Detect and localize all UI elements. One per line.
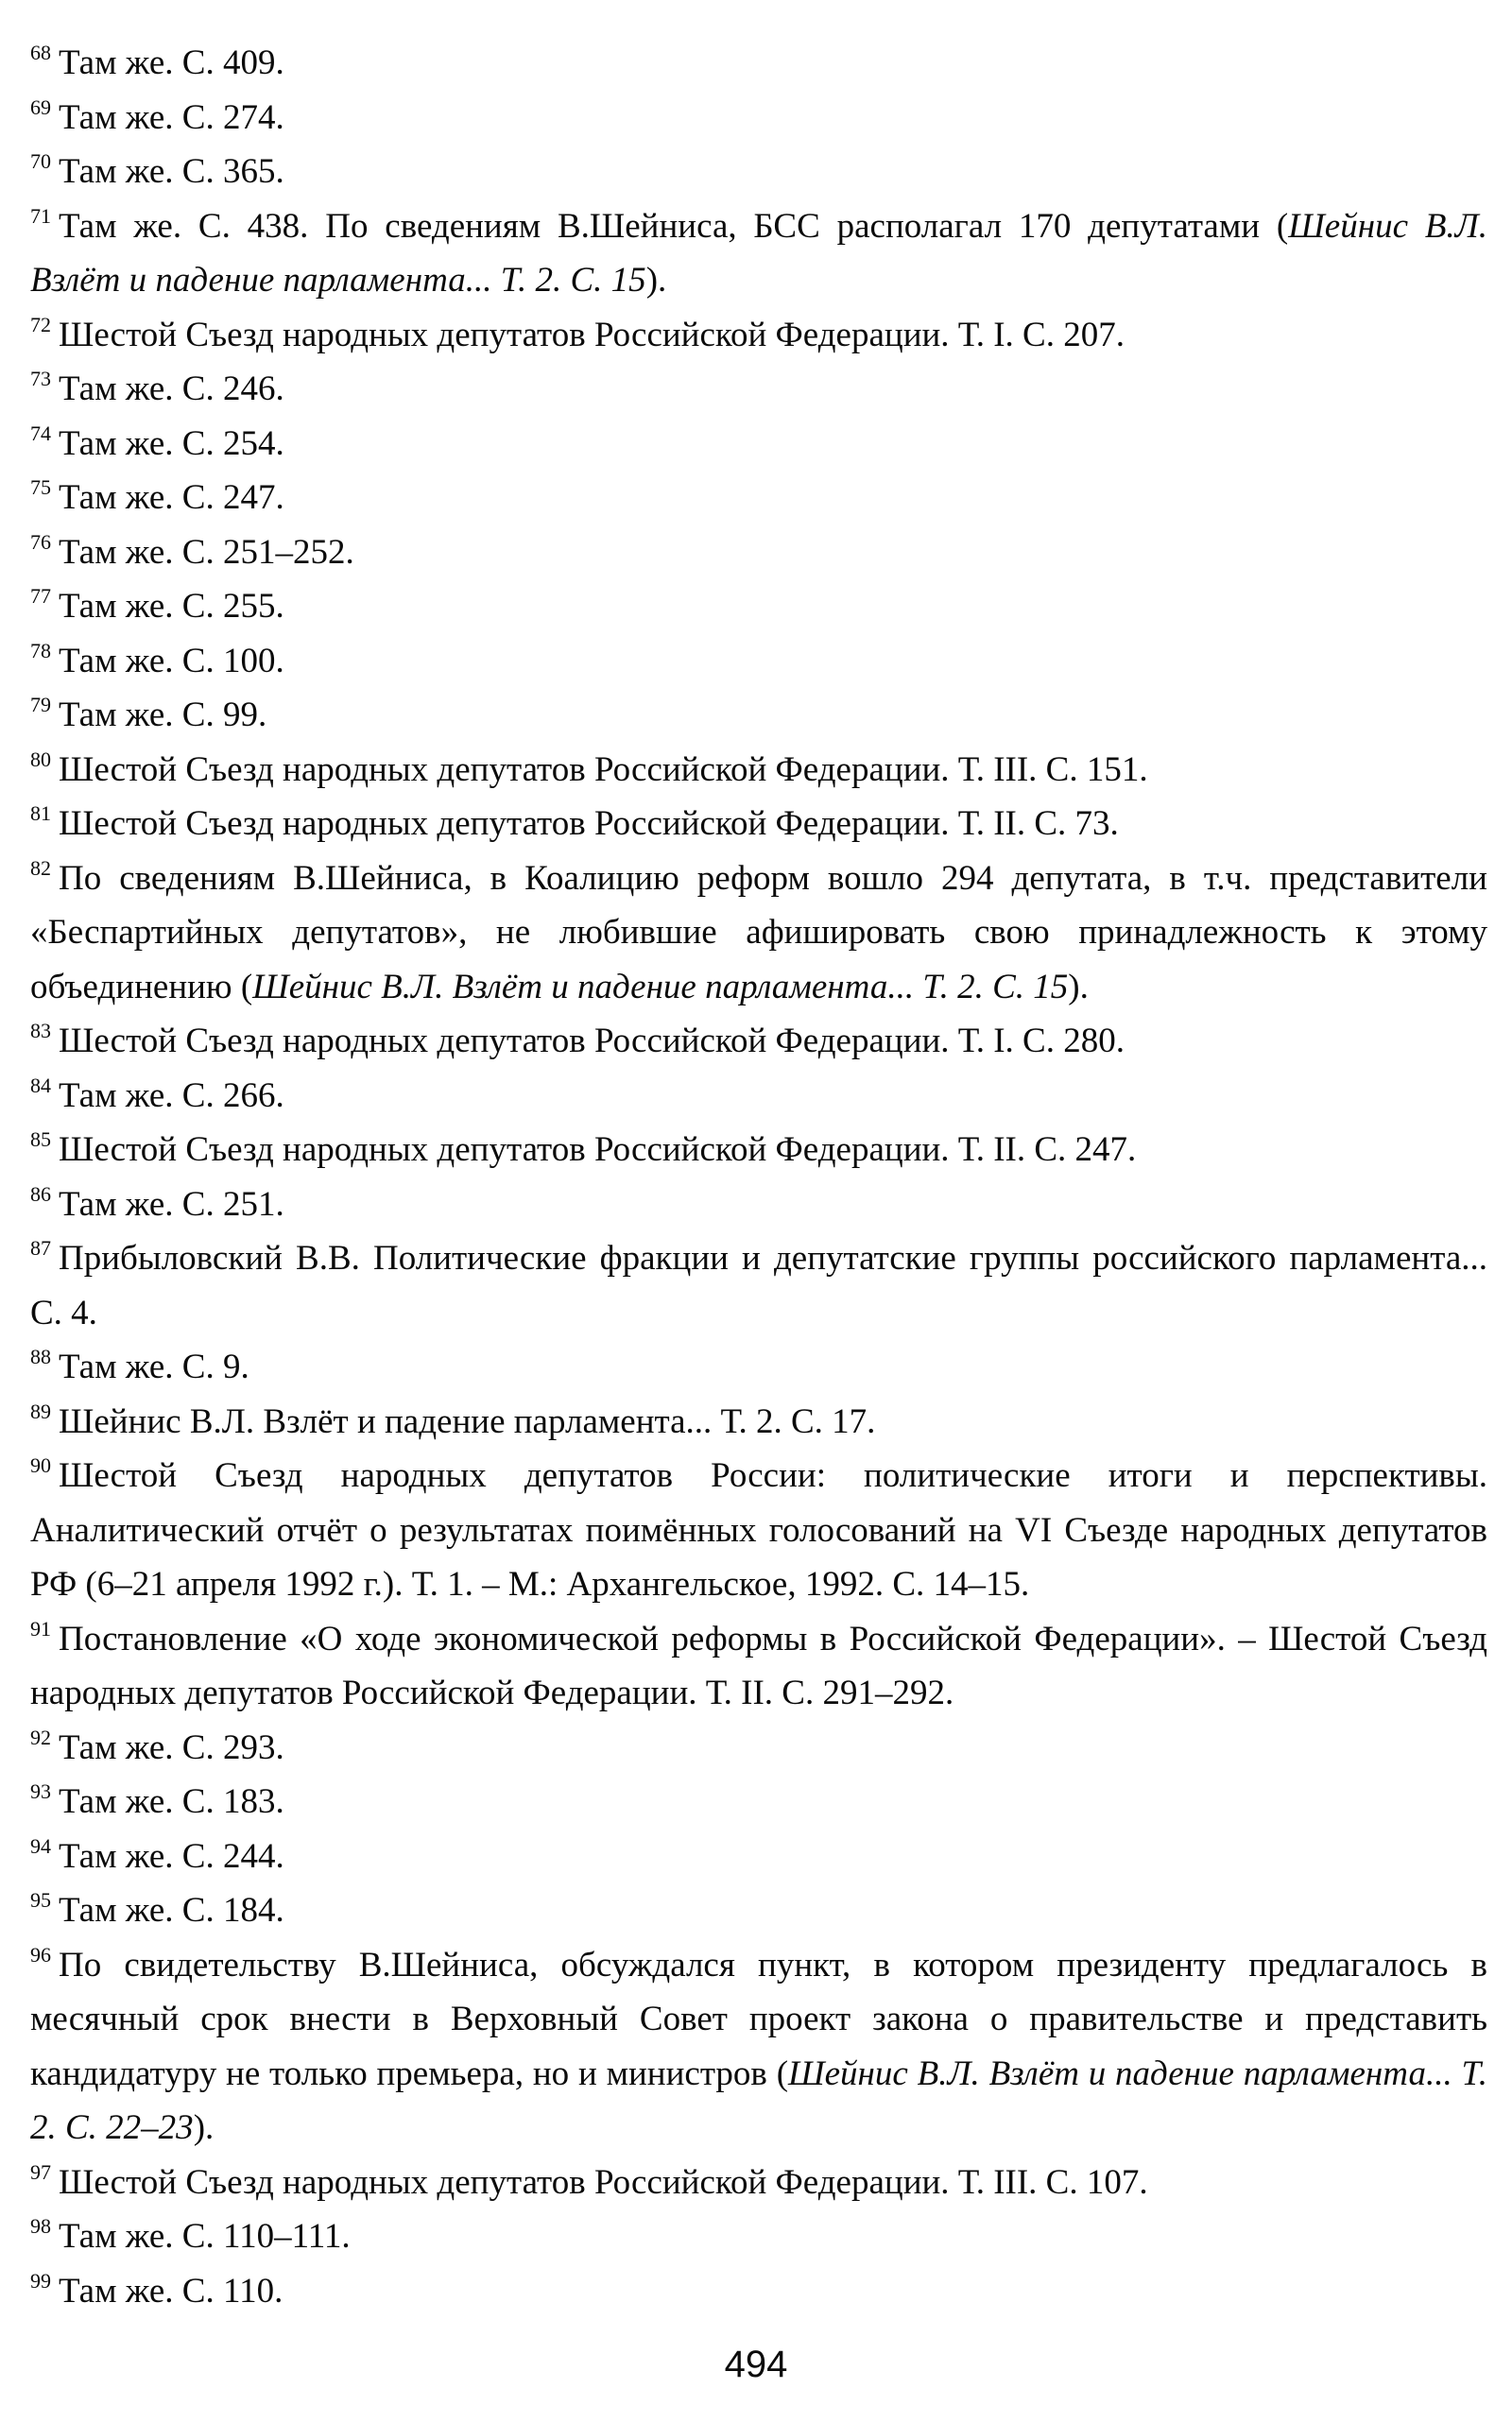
footnote-citation: Шейнис В.Л. Взлёт и падение парламента... Т. 2. С. 15	[252, 967, 1069, 1006]
footnote-number: 83	[30, 1019, 51, 1042]
footnote-number: 77	[30, 584, 51, 608]
footnote-text: Там же. С. 247.	[59, 478, 284, 517]
footnote-number: 91	[30, 1616, 51, 1641]
footnote-99	[30, 2264, 1487, 2319]
footnote-number: 74	[30, 421, 51, 445]
footnote-text: ).	[1068, 967, 1089, 1006]
footnote-number: 93	[30, 1779, 51, 1803]
footnote-text: По свидетельству В.Шейниса, обсуждался пункт, в котором президенту предлагалось в месячный срок внести в Верховный Совет проект закона о правительстве и представить кандидатуру не только премьера, но и министров (	[30, 1945, 1487, 2093]
footnote-number: 97	[30, 2159, 51, 2184]
footnote-text: Там же. С. 110–111.	[59, 2217, 351, 2256]
footnote-number: 78	[30, 638, 51, 662]
footnote-text: Там же. С. 255.	[59, 587, 284, 626]
footnote-citation: Шейнис В.Л. Взлёт и падение парламента... Т. 2. С. 22–23	[30, 2054, 1487, 2147]
footnote-71	[30, 199, 1487, 308]
footnote-text: Там же. С. 110.	[59, 2271, 284, 2311]
footnote-number: 98	[30, 2214, 51, 2238]
footnote-87	[30, 1231, 1487, 1340]
footnote-text: Шестой Съезд народных депутатов Российской Федерации. Т. III. С. 107.	[59, 2162, 1148, 2202]
page-number: 494	[724, 2344, 788, 2385]
footnote-69	[30, 91, 1487, 146]
footnote-74	[30, 417, 1487, 472]
footnote-text: Там же. С. 251–252.	[59, 532, 354, 572]
footnote-88	[30, 1340, 1487, 1395]
footnote-96	[30, 1938, 1487, 2156]
footnote-text: Там же. С. 266.	[59, 1075, 284, 1115]
footnote-82	[30, 851, 1487, 1015]
footnote-79	[30, 688, 1487, 743]
footnote-number: 76	[30, 529, 51, 554]
footnote-text: Шестой Съезд народных депутатов Российской Федерации. Т. III. С. 151.	[59, 749, 1148, 789]
footnote-75	[30, 471, 1487, 525]
footnote-text: Там же. С. 274.	[59, 97, 284, 137]
footnote-text: Там же. С. 251.	[59, 1184, 284, 1224]
footnote-text: Постановление «О ходе экономической реформы в Российской Федерации». – Шестой Съезд народных депутатов Российской Федерации. Т. II. С. 291–292.	[30, 1619, 1487, 1712]
footnote-text: Прибыловский В.В. Политические фракции и депутатские группы российского парламента... С. 4.	[30, 1239, 1487, 1332]
footnote-number: 85	[30, 1127, 51, 1151]
footnote-text: Там же. С. 99.	[59, 696, 267, 734]
footnote-text: Шестой Съезд народных депутатов Российской Федерации. Т. II. С. 247.	[59, 1130, 1137, 1169]
footnote-text: Там же. С. 254.	[59, 423, 284, 463]
footnote-number: 96	[30, 1942, 51, 1967]
footnote-83	[30, 1014, 1487, 1069]
footnote-text: По сведениям В.Шейниса, в Коалицию реформ вошло 294 депутата, в т.ч. представители «Беспартийных депутатов», не любившие афишировать свою принадлежность к этому объединению (	[30, 858, 1487, 1006]
footnote-73	[30, 362, 1487, 417]
footnote-text: Там же. С. 409.	[59, 43, 284, 82]
footnote-number: 81	[30, 801, 51, 825]
footnote-number: 79	[30, 693, 51, 716]
footnote-93	[30, 1775, 1487, 1830]
footnotes-list	[30, 36, 1487, 2318]
footnote-85	[30, 1123, 1487, 1177]
footnote-92	[30, 1721, 1487, 1776]
footnote-76	[30, 525, 1487, 580]
footnote-text: Там же. С. 100.	[59, 641, 284, 680]
footnote-text: Там же. С. 438. По сведениям В.Шейниса, БСС располагал 170 депутатами (	[59, 206, 1289, 246]
footnote-text: Там же. С. 9.	[59, 1348, 249, 1386]
footnote-72	[30, 308, 1487, 363]
footnote-number: 75	[30, 475, 51, 499]
footnote-number: 82	[30, 855, 51, 880]
footnote-number: 99	[30, 2268, 51, 2293]
footnote-number: 69	[30, 95, 51, 119]
footnote-94	[30, 1830, 1487, 1884]
footnote-number: 73	[30, 367, 51, 390]
footnote-text: Шестой Съезд народных депутатов России: политические итоги и перспективы. Аналитический отчёт о результатах поимённых голосований на VI Съезде народных депутатов РФ (6–21 апреля 1992 г.). Т. 1. – М.: Архангельское, 1992. С. 14–15.	[30, 1456, 1487, 1604]
footnote-text: Шейнис В.Л. Взлёт и падение парламента... Т. 2. С. 17.	[59, 1401, 876, 1441]
footnote-text: Там же. С. 293.	[59, 1727, 284, 1767]
footnote-91	[30, 1612, 1487, 1721]
footnote-number: 71	[30, 203, 51, 228]
footnote-86	[30, 1177, 1487, 1232]
footnote-81	[30, 797, 1487, 851]
footnote-text: Там же. С. 184.	[59, 1891, 284, 1930]
footnote-89	[30, 1395, 1487, 1450]
footnote-number: 90	[30, 1453, 51, 1477]
footnote-text: ).	[193, 2108, 215, 2147]
footnote-78	[30, 634, 1487, 689]
footnote-text: Шестой Съезд народных депутатов Российской Федерации. Т. I. С. 280.	[59, 1022, 1125, 1060]
footnote-number: 89	[30, 1399, 51, 1423]
footnote-98	[30, 2209, 1487, 2264]
footnote-number: 92	[30, 1725, 51, 1749]
footnote-text: Там же. С. 244.	[59, 1836, 284, 1876]
footnote-text: Там же. С. 246.	[59, 369, 284, 408]
footnote-number: 70	[30, 149, 51, 173]
footnote-citation: Шейнис В.Л. Взлёт и падение парламента... Т. 2. С. 15	[30, 206, 1487, 300]
footnote-number: 87	[30, 1236, 51, 1260]
footnote-text: Шестой Съезд народных депутатов Российской Федерации. Т. I. С. 207.	[59, 315, 1125, 354]
footnote-number: 80	[30, 747, 51, 771]
footnote-number: 94	[30, 1833, 51, 1858]
footnote-number: 86	[30, 1181, 51, 1206]
footnote-text: Шестой Съезд народных депутатов Российской Федерации. Т. II. С. 73.	[59, 804, 1119, 843]
footnote-number: 72	[30, 312, 51, 336]
footnote-number: 88	[30, 1345, 51, 1368]
footnote-text: Там же. С. 183.	[59, 1782, 284, 1821]
footnote-95	[30, 1883, 1487, 1938]
footnote-68	[30, 36, 1487, 91]
footnote-number: 84	[30, 1073, 51, 1097]
footnote-84	[30, 1069, 1487, 1124]
footnote-number: 68	[30, 41, 51, 64]
footnote-77	[30, 579, 1487, 634]
footnote-97	[30, 2156, 1487, 2210]
footnote-80	[30, 743, 1487, 798]
footnote-number: 95	[30, 1888, 51, 1912]
footnote-text: ).	[645, 261, 667, 300]
footnote-90	[30, 1449, 1487, 1612]
footnote-70	[30, 145, 1487, 199]
footnote-text: Там же. С. 365.	[59, 152, 284, 191]
